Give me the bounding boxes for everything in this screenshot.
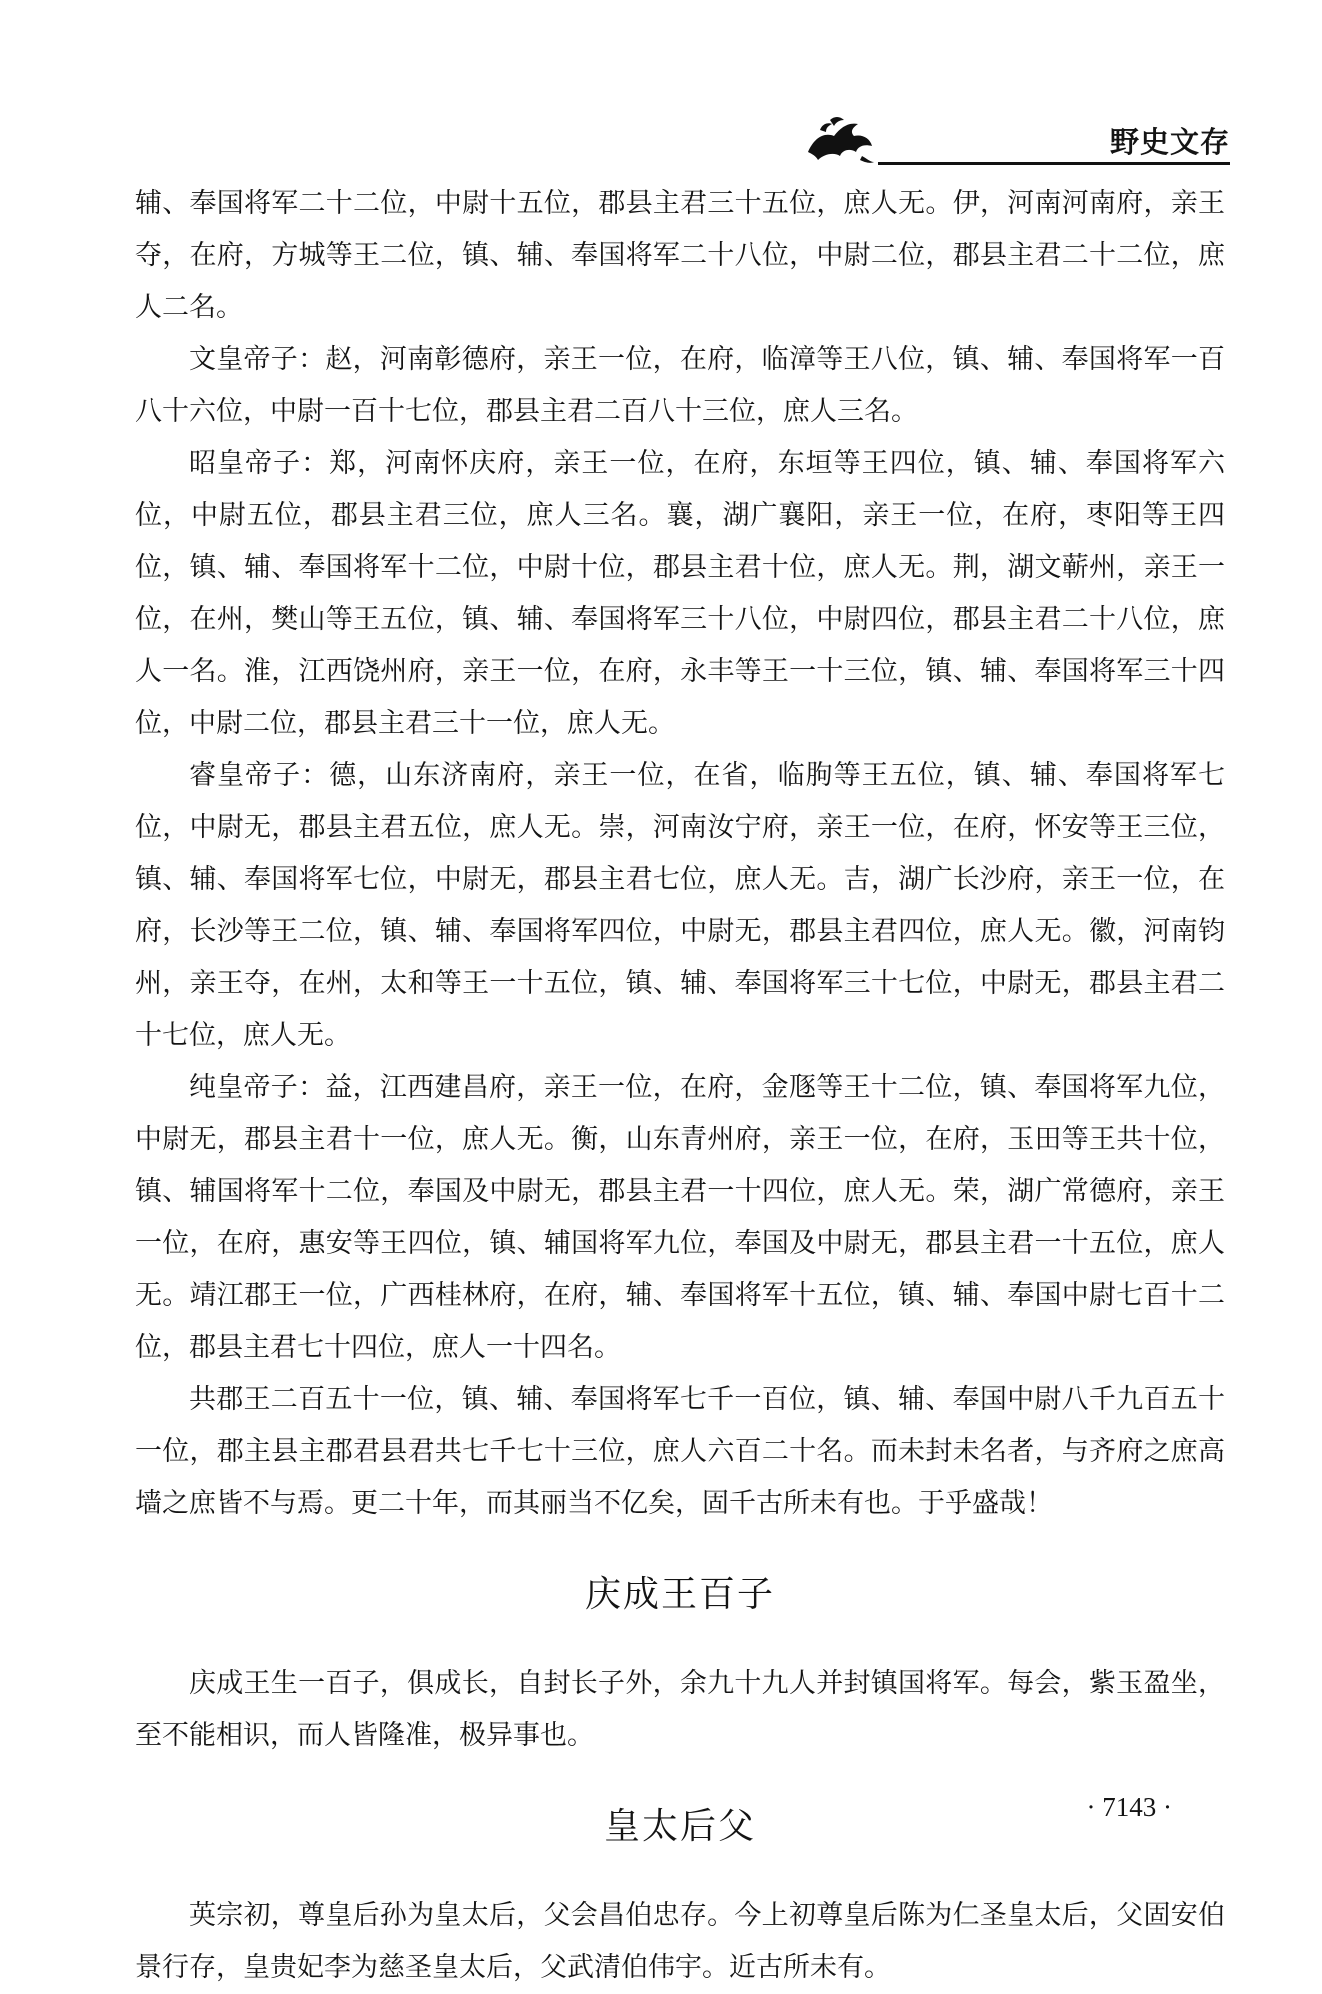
series-title: 野史文存 [1109, 125, 1230, 159]
header-rule [878, 162, 1230, 165]
paragraph: 睿皇帝子：德，山东济南府，亲王一位，在省，临朐等王五位，镇、辅、奉国将军七位，中尉无，郡县主君五位，庶人无。崇，河南汝宁府，亲王一位，在府，怀安等王三位，镇、辅、奉国将军七位，中尉无，郡县主君七位，庶人无。吉，湖广长沙府，亲王一位，在府，长沙等王二位，镇、辅、奉国将军四位，中尉无，郡县主君四位，庶人无。徽，河南钧州，亲王夺，在州，太和等王一十五位，镇、辅、奉国将军三十七位，中尉无，郡县主君二十七位，庶人无。 [135, 760, 1225, 1051]
paragraph: 英宗初，尊皇后孙为皇太后，父会昌伯忠存。今上初尊皇后陈为仁圣皇太后，父固安伯景行存，皇贵妃李为慈圣皇太后，父武清伯伟宇。近古所未有。 [135, 1900, 1225, 1983]
paragraph: 庆成王生一百子，俱成长，自封长子外，余九十九人并封镇国将军。每会，紫玉盈坐，至不能相识，而人皆隆准，极异事也。 [135, 1668, 1225, 1751]
section-title: 庆成王百子 [584, 1574, 775, 1615]
paragraph: 辅、奉国将军二十二位，中尉十五位，郡县主君三十五位，庶人无。伊，河南河南府，亲王夺，在府，方城等王二位，镇、辅、奉国将军二十八位，中尉二位，郡县主君二十二位，庶人二名。 [135, 188, 1225, 323]
paragraph: 文皇帝子：赵，河南彰德府，亲王一位，在府，临漳等王八位，镇、辅、奉国将军一百八十六位，中尉一百十七位，郡县主君二百八十三位，庶人三名。 [135, 344, 1225, 427]
dragon-logo-icon [800, 108, 880, 168]
page-number: · 7143 · [1086, 1792, 1172, 1822]
page-content [135, 178, 1225, 1994]
section-title: 皇太后父 [603, 1806, 756, 1847]
page-header [800, 100, 1230, 170]
paragraph: 昭皇帝子：郑，河南怀庆府，亲王一位，在府，东垣等王四位，镇、辅、奉国将军六位，中尉五位，郡县主君三位，庶人三名。襄，湖广襄阳，亲王一位，在府，枣阳等王四位，镇、辅、奉国将军十二位，中尉十位，郡县主君十位，庶人无。荆，湖文蕲州，亲王一位，在州，樊山等王五位，镇、辅、奉国将军三十八位，中尉四位，郡县主君二十八位，庶人一名。淮，江西饶州府，亲王一位，在府，永丰等王一十三位，镇、辅、奉国将军三十四位，中尉二位，郡县主君三十一位，庶人无。 [135, 448, 1225, 739]
paragraph: 纯皇帝子：益，江西建昌府，亲王一位，在府，金豗等王十二位，镇、奉国将军九位，中尉无，郡县主君十一位，庶人无。衡，山东青州府，亲王一位，在府，玉田等王共十位，镇、辅国将军十二位，奉国及中尉无，郡县主君一十四位，庶人无。荣，湖广常德府，亲王一位，在府，惠安等王四位，镇、辅国将军九位，奉国及中尉无，郡县主君一十五位，庶人无。靖江郡王一位，广西桂林府，在府，辅、奉国将军十五位，镇、辅、奉国中尉七百十二位，郡县主君七十四位，庶人一十四名。 [135, 1072, 1225, 1363]
paragraph: 共郡王二百五十一位，镇、辅、奉国将军七千一百位，镇、辅、奉国中尉八千九百五十一位，郡主县主郡君县君共七千七十三位，庶人六百二十名。而未封未名者，与齐府之庶高墙之庶皆不与焉。更二十年，而其丽当不亿矣，固千古所未有也。于乎盛哉！ [135, 1384, 1225, 1519]
